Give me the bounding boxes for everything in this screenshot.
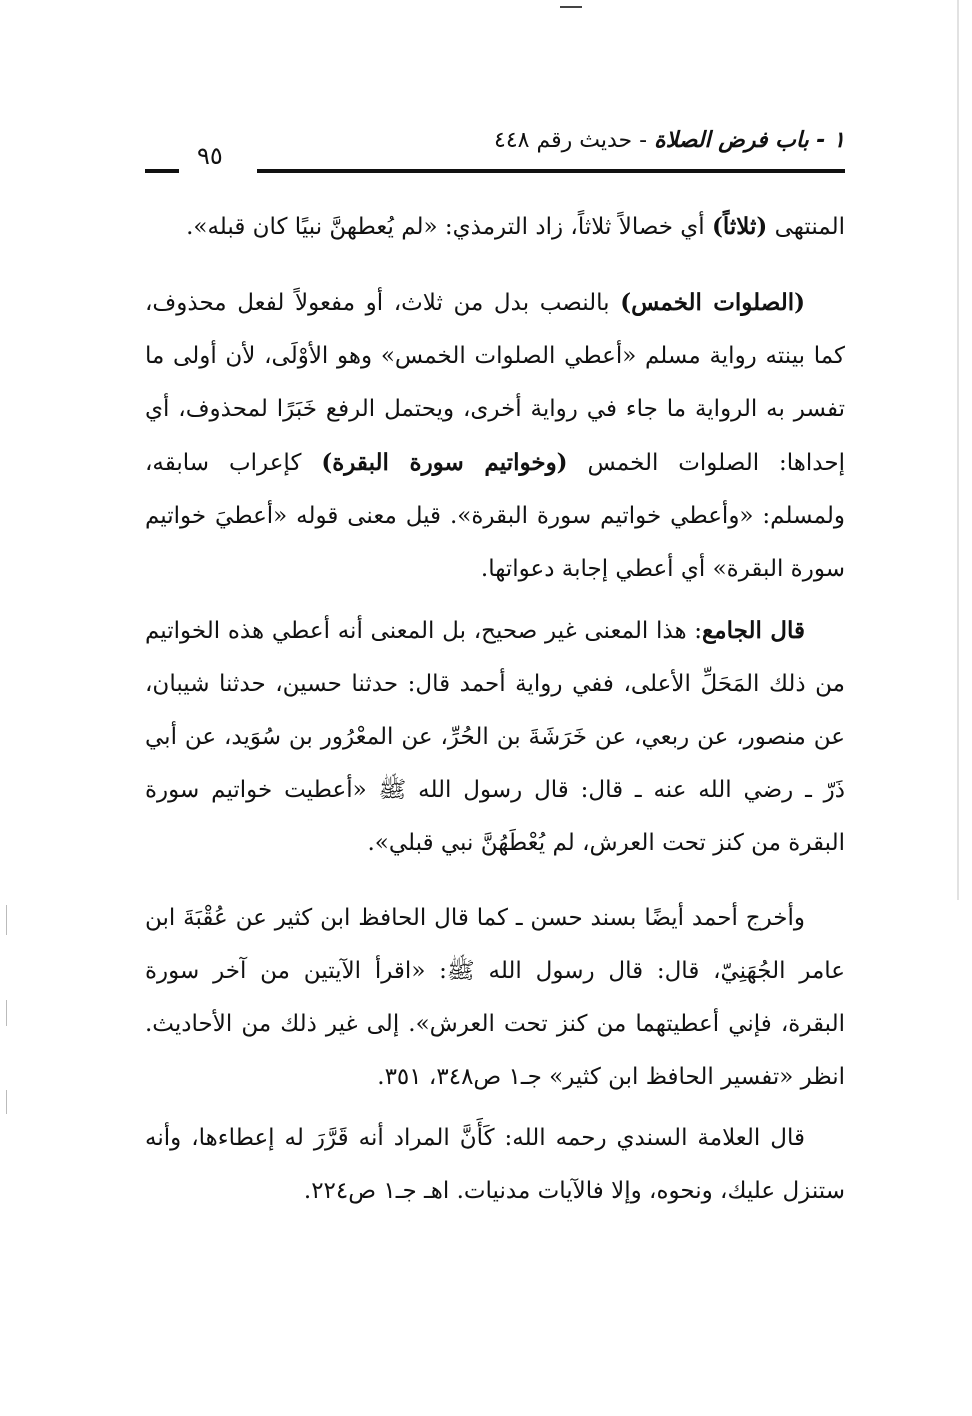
scan-edge-tick bbox=[6, 1090, 7, 1114]
paragraph-5 bbox=[145, 1112, 845, 1218]
page-body bbox=[145, 200, 845, 1218]
text-run: : هذا المعنى غير صحيح، بل المعنى أنه أعطي هذه الخواتيم من ذلك المَحَلِّ الأعلى، ففي رواية أحمد قال: حدثنا حسين، حدثنا شيبان، عن منصور، عن ربعي، عن خَرَشَةَ بن الحُرِّ، عن المعْرُور بن سُوَيد، عن أبي ذَرّ ـ رضي الله عنه ـ قال: قال رسول الله ﷺ «أعطيت خواتيم سورة البقرة من كنز تحت العرش، لم يُعْطَهُنَّ نبي قبلي». bbox=[145, 618, 845, 856]
paragraph-gap bbox=[145, 1104, 845, 1112]
text-run: المنتهى bbox=[767, 214, 845, 240]
running-head-title bbox=[494, 128, 845, 153]
chapter-title: ١ - باب فرض الصلاة bbox=[654, 128, 845, 153]
header-rule-short bbox=[145, 169, 179, 173]
scan-edge-tick bbox=[6, 1000, 7, 1026]
text-run: كإعراب سابقه، ولمسلم: «وأعطي خواتيم سورة البقرة». قيل معنى قوله «أعطيَ خواتيم سورة البقرة» أي أعطي إجابة دعواتها. bbox=[145, 450, 845, 582]
hadith-number: حديث رقم ٤٤٨ bbox=[494, 128, 633, 153]
paragraph-2 bbox=[145, 276, 845, 596]
paragraph-4 bbox=[145, 892, 845, 1104]
text-run: وأخرج أحمد أيضًا بسند حسن ـ كما قال الحافظ ابن كثير عن عُقْبَةَ ابن عامر الجُهَنِيّ، قال: قال رسول الله ﷺ: «اقرأ الآيتين من آخر سورة البقرة، فإني أعطيتهما من كنز تحت العرش». إلى غير ذلك من الأحاديث. انظر «تفسير الحافظ ابن كثير» جـ١ ص٣٤٨، ٣٥١. bbox=[145, 905, 845, 1090]
paragraph-1 bbox=[145, 200, 845, 254]
page-number: ٩٥ bbox=[197, 142, 223, 170]
paragraph-gap bbox=[145, 870, 845, 892]
bold-term: (الصلوات الخمس) bbox=[620, 289, 805, 316]
bold-term: قال الجامع bbox=[702, 617, 805, 644]
scan-edge-line bbox=[957, 0, 959, 900]
header-rule bbox=[257, 169, 845, 173]
running-head bbox=[145, 118, 845, 178]
text-run: بالنصب بدل من ثلاث، أو مفعولاً لفعل محذوف، كما بينته رواية مسلم «أعطي الصلوات الخمس» وهو الأوْلَى، لأن أولى ما تفسر به الرواية ما جاء في رواية أخرى، ويحتمل الرفع خَبَرًا لمحذوف، أي إحداها: الصلوات الخمس bbox=[145, 290, 845, 476]
paragraph-3 bbox=[145, 604, 845, 870]
bold-term: (وخواتيم سورة البقرة) bbox=[321, 449, 568, 476]
scan-edge-tick bbox=[6, 905, 7, 935]
text-run: قال العلامة السندي رحمه الله: كَأَنَّ المراد أنه قَرَّرَ له إعطاءها، وأنه ستنزل عليك، ونحوه، وإلا فالآيات مدنيات. اهـ جـ١ ص٢٢٤. bbox=[145, 1125, 845, 1204]
head-separator: - bbox=[632, 128, 655, 153]
top-scan-mark bbox=[560, 6, 582, 8]
text-run: أي خصالاً ثلاثاً، زاد الترمذي: «لم يُعطهنَّ نبيًا كان قبله». bbox=[186, 214, 713, 240]
paragraph-gap bbox=[145, 596, 845, 604]
paragraph-gap bbox=[145, 254, 845, 276]
bold-term: (ثلاثاً) bbox=[712, 213, 768, 240]
